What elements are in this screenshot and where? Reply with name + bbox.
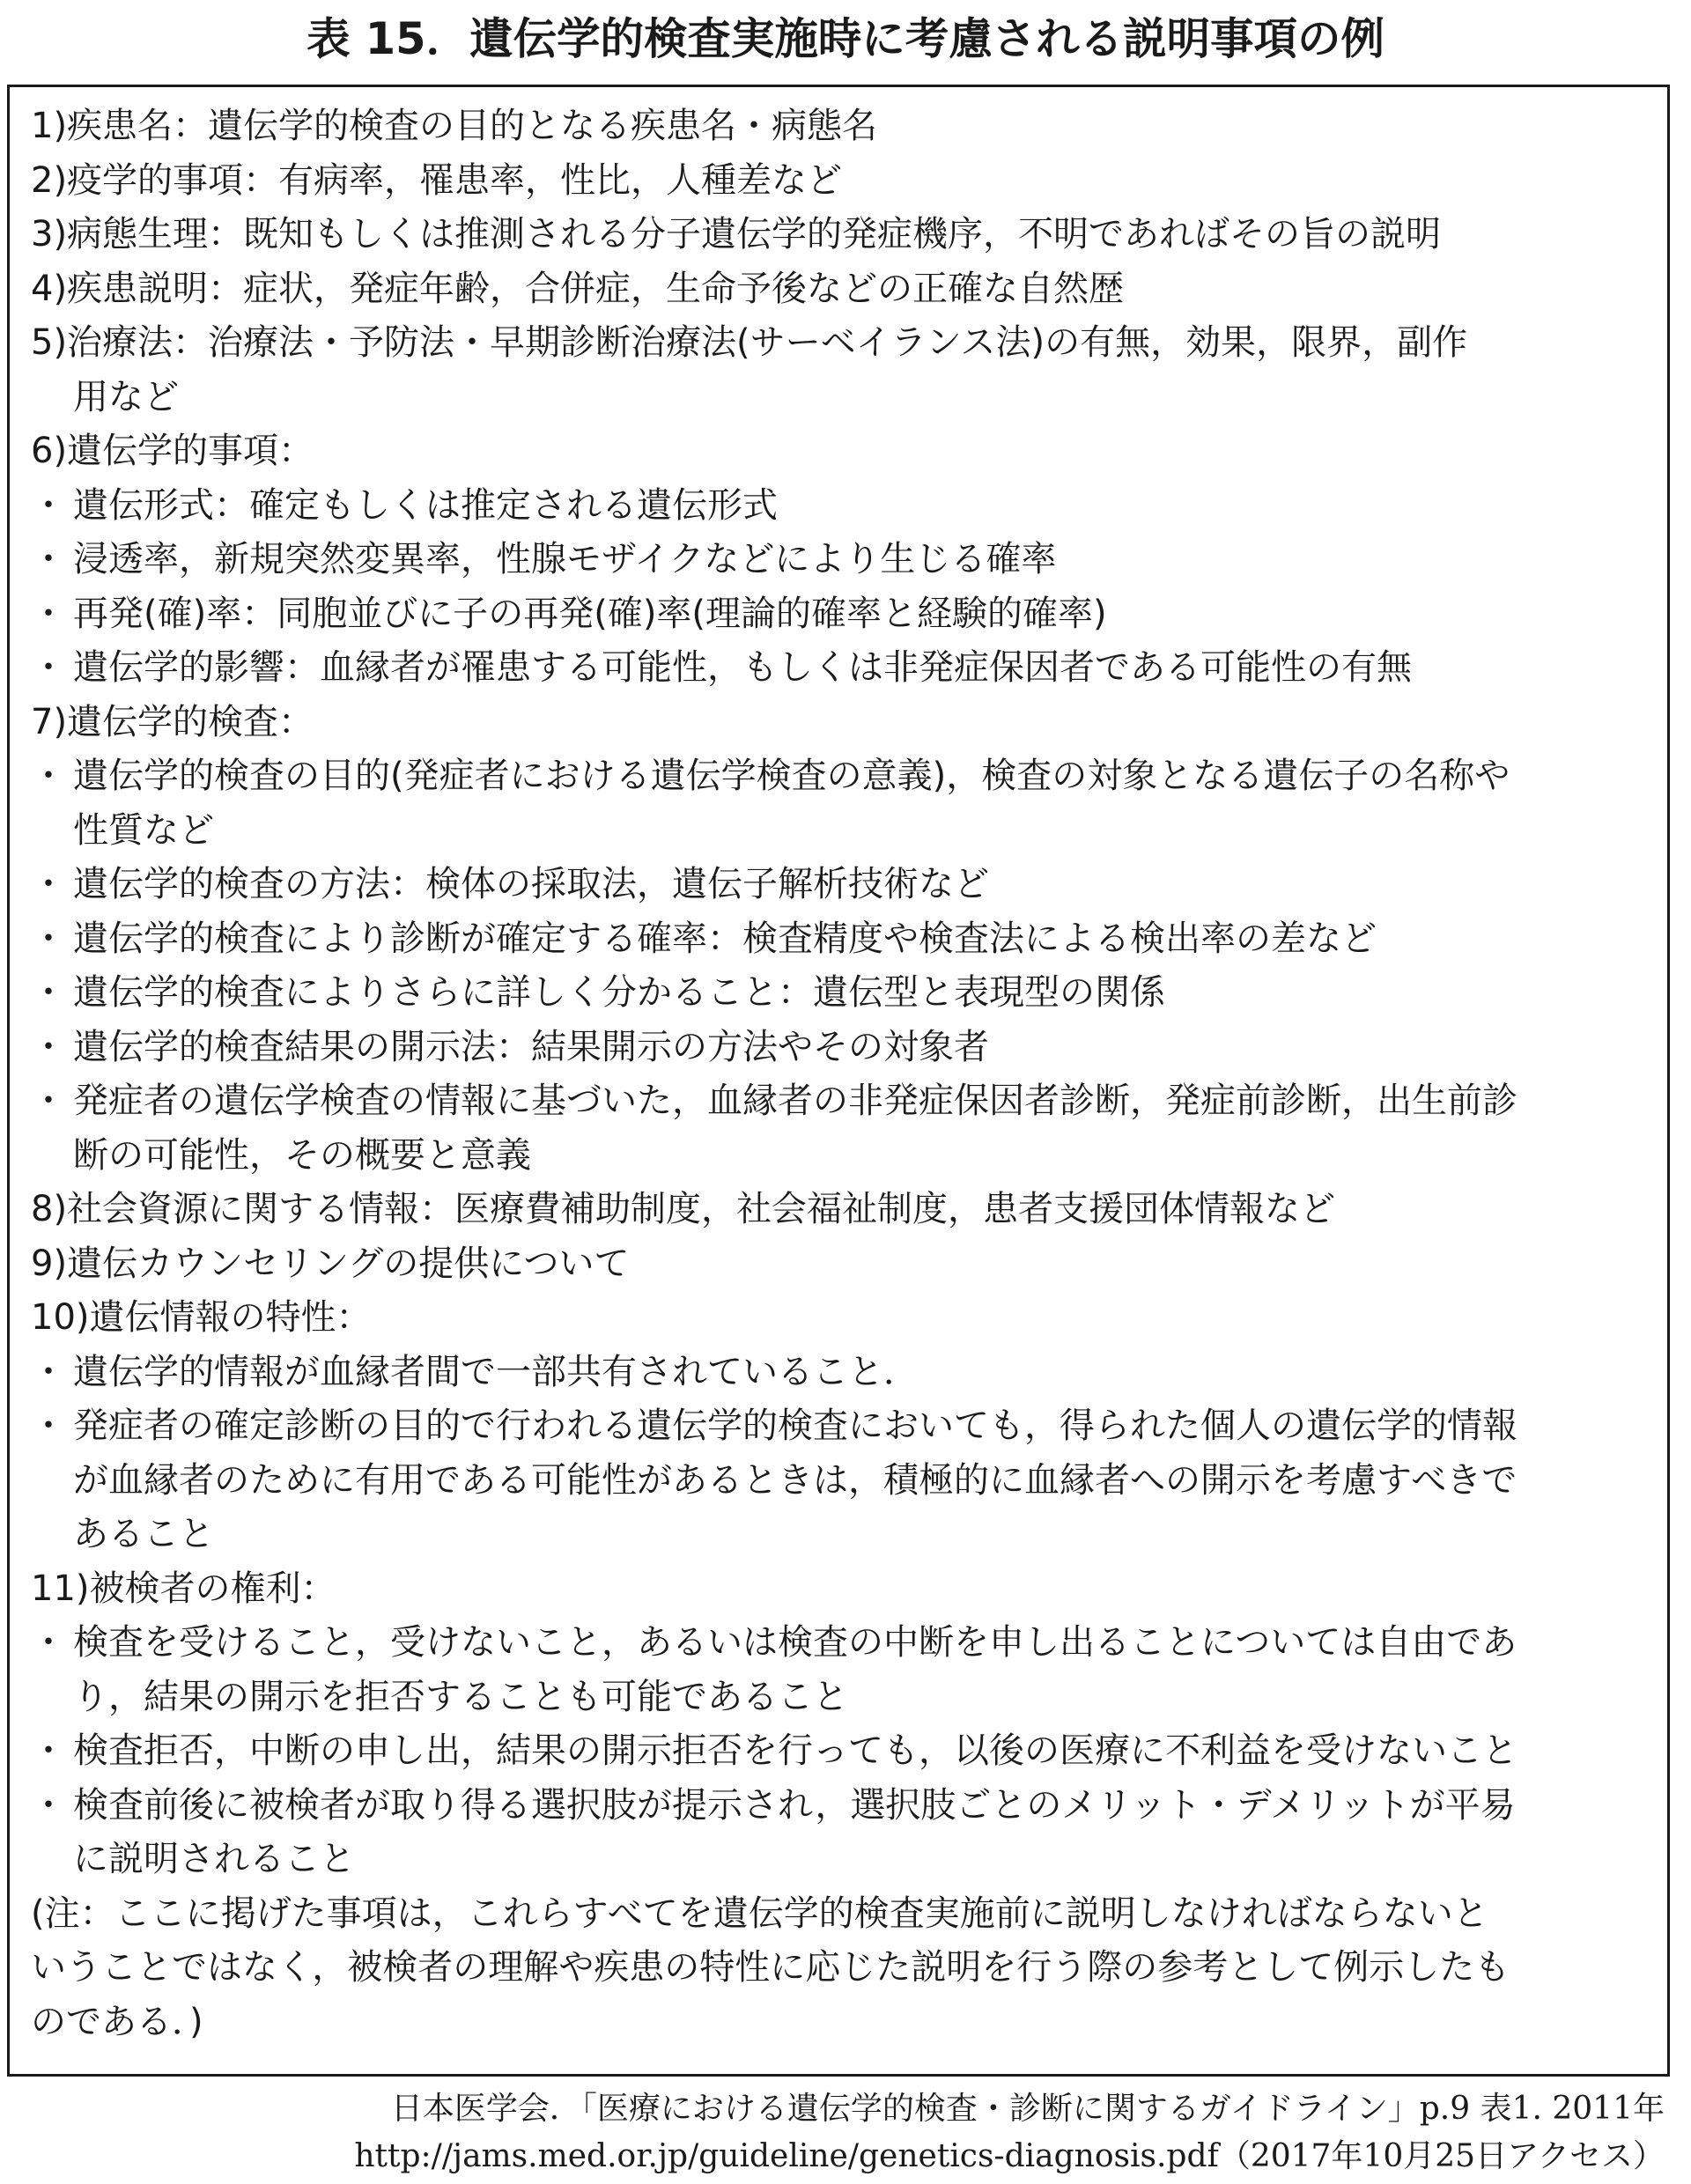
page-title: 表 15．遺伝学的検査実施時に考慮される説明事項の例 — [306, 13, 1385, 64]
bullet-item: ・ 遺伝学的検査によりさらに詳しく分かること：遺伝型と表現型の関係 — [31, 966, 1651, 1021]
section-heading: (注：ここに掲げた事項は，これらすべてを遺伝学的検査実施前に説明しなければならないと — [31, 1893, 1488, 1934]
section-heading: 1)疾患名：遺伝学的検査の目的となる疾患名・病態名 — [31, 106, 878, 146]
section-heading: 10)遺伝情報の特性： — [31, 1297, 372, 1338]
section-heading: 7)遺伝学的検査： — [31, 701, 314, 742]
bullet-item: ・ 遺伝学的情報が血縁者間で一部共有されていること． — [31, 1346, 1651, 1400]
bullet-item: ・ 遺伝学的検査の目的(発症者における遺伝学検査の意義)，検査の対象となる遺伝子の名称や — [31, 749, 1651, 804]
bullet-item: ・ 検査前後に被検者が取り得る選択肢が提示され，選択肢ごとのメリット・デメリットが平易 — [31, 1779, 1651, 1834]
section-heading: のである．) — [31, 2001, 203, 2042]
continuation-line: に説明されること — [73, 1839, 355, 1879]
bullet-item: ・ 遺伝学的検査結果の開示法：結果開示の方法やその対象者 — [31, 1021, 1651, 1075]
bullet-item: ・ 再発(確)率：同胞並びに子の再発(確)率(理論的確率と経験的確率) — [31, 587, 1651, 642]
bullet-item: ・ 発症者の遺伝学検査の情報に基づいた，血縁者の非発症保因者診断，発症前診断，出生前診 — [31, 1074, 1651, 1129]
source-line-1: 日本医学会．「医療における遺伝学的検査・診断に関するガイドライン」p.9 表1. 2011年 — [390, 2091, 1665, 2127]
section-heading: いうことではなく，被検者の理解や疾患の特性に応じた説明を行う際の参考として例示したも — [31, 1947, 1510, 1988]
bullet-item: ・ 遺伝学的影響：血縁者が罹患する可能性，もしくは非発症保因者である可能性の有無 — [31, 641, 1651, 696]
section-heading: 4)疾患説明：症状，発症年齢，合併症，生命予後などの正確な自然歴 — [31, 268, 1125, 309]
bullet-item: ・ 遺伝形式：確定もしくは推定される遺伝形式 — [31, 479, 1651, 534]
section-heading: 3)病態生理：既知もしくは推測される分子遺伝学的発症機序，不明であればその旨の説明 — [31, 214, 1442, 255]
continuation-line: 性質など — [73, 809, 214, 851]
section-heading: 2)疫学的事項：有病率，罹患率，性比，人種差など — [31, 159, 843, 201]
bullet-item: ・ 遺伝学的検査により診断が確定する確率：検査精度や検査法による検出率の差など — [31, 912, 1651, 967]
bullet-item: ・ 検査を受けること，受けないこと，あるいは検査の中断を申し出ることについては自由であ — [31, 1616, 1651, 1671]
content-box — [7, 85, 1670, 2077]
section-heading: 6)遺伝学的事項： — [31, 431, 314, 471]
bullet-item: ・ 検査拒否，中断の申し出，結果の開示拒否を行っても，以後の医療に不利益を受けないこと — [31, 1724, 1651, 1779]
continuation-line: 断の可能性，その概要と意義 — [73, 1134, 531, 1176]
continuation-line: 用など — [73, 376, 179, 417]
bullet-item: ・ 発症者の確定診断の目的で行われる遺伝学的検査においても，得られた個人の遺伝学的情報 — [31, 1399, 1651, 1454]
section-heading: 9)遺伝カウンセリングの提供について — [31, 1243, 630, 1284]
section-heading: 5)治療法：治療法・予防法・早期診断治療法(サーベイランス法)の有無，効果，限界，副作 — [31, 322, 1468, 363]
source-line-2: http://jams.med.or.jp/guideline/genetics-diagnosis.pdf（2017年10月25日アクセス） — [354, 2138, 1665, 2174]
source-citation — [9, 2085, 1665, 2180]
continuation-line: が血縁者のために有用である可能性があるときは，積極的に血縁者への開示を考慮すべきで — [73, 1459, 1517, 1501]
bullet-item: ・ 遺伝学的検査の方法：検体の採取法，遺伝子解析技術など — [31, 858, 1651, 912]
bullet-item: ・ 浸透率，新規突然変異率，性腺モザイクなどにより生じる確率 — [31, 533, 1651, 587]
section-heading: 11)被検者の権利： — [31, 1568, 336, 1609]
explanation-list — [31, 100, 1651, 2049]
continuation-line: り，結果の開示を拒否することも可能であること — [73, 1676, 848, 1717]
continuation-line: あること — [73, 1514, 214, 1554]
section-heading: 8)社会資源に関する情報：医療費補助制度，社会福祉制度，患者支援団体情報など — [31, 1189, 1336, 1229]
